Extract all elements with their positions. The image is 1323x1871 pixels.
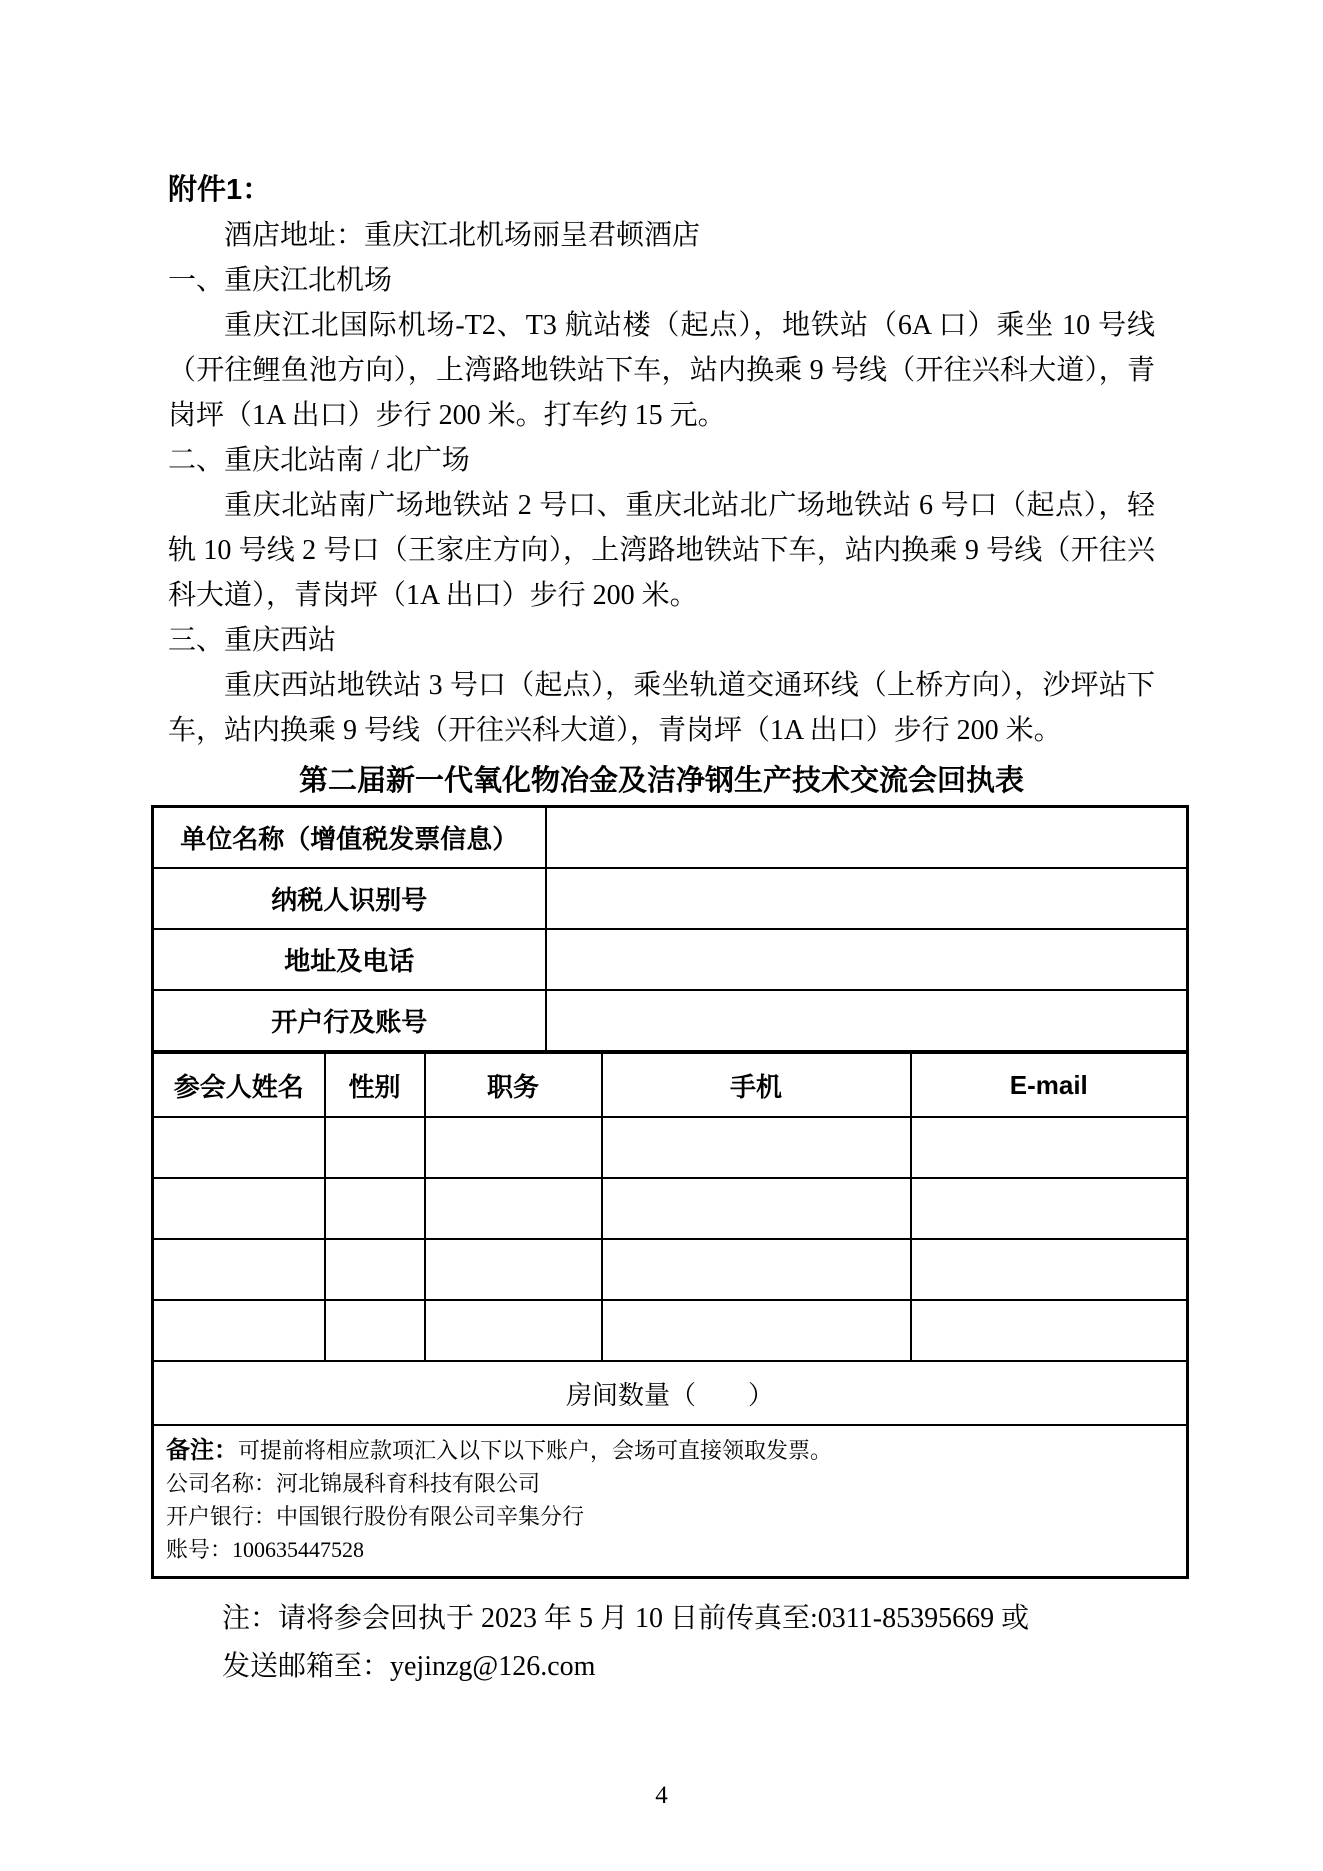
remarks-company-line: 公司名称：河北锦晟科育科技有限公司	[166, 1471, 541, 1496]
info-row-company-name	[153, 807, 1188, 869]
remarks-bank-line: 开户银行：中国银行股份有限公司辛集分行	[166, 1504, 585, 1529]
attendee-cell	[911, 1117, 1188, 1178]
attendee-row-1	[153, 1117, 1188, 1178]
attendee-cell	[425, 1178, 602, 1239]
attendee-row-4	[153, 1300, 1188, 1361]
header-cell-gender: 性别	[325, 1053, 425, 1118]
footer-note-line-1: 注：请将参会回执于 2023 年 5 月 10 日前传真至:0311-85395669 或	[222, 1603, 1030, 1634]
attendee-cell	[602, 1117, 911, 1178]
attendee-cell	[153, 1178, 325, 1239]
section-1-heading: 一、重庆江北机场	[168, 265, 393, 296]
section-2-heading: 二、重庆北站南 / 北广场	[168, 445, 470, 476]
info-row-bank-account	[153, 990, 1188, 1052]
attendee-cell	[911, 1300, 1188, 1361]
attendee-cell	[325, 1178, 425, 1239]
info-label-taxpayer-id: 纳税人识别号	[153, 868, 546, 929]
attendee-cell	[602, 1300, 911, 1361]
attendee-header-row	[153, 1053, 1188, 1118]
remarks-cell	[153, 1425, 1188, 1578]
info-label-bank-account: 开户行及账号	[153, 990, 546, 1052]
attendee-cell	[153, 1117, 325, 1178]
header-cell-position: 职务	[425, 1053, 602, 1118]
info-value-taxpayer-id	[546, 868, 1188, 929]
info-label-address-phone: 地址及电话	[153, 929, 546, 990]
attachment-label: 附件1：	[168, 174, 272, 206]
remarks-label: 备注：	[166, 1437, 238, 1464]
header-cell-mobile: 手机	[602, 1053, 911, 1118]
hotel-address-line: 酒店地址：重庆江北机场丽呈君顿酒店	[224, 220, 701, 251]
attendee-cell	[153, 1239, 325, 1300]
info-value-bank-account	[546, 990, 1188, 1052]
section-3-body: 重庆西站地铁站 3 号口（起点），乘坐轨道交通环线（上桥方向），沙坪站下车，站内换乘 9 号线（开往兴科大道），青岗坪（1A 出口）步行 200 米。	[168, 670, 1155, 746]
info-row-taxpayer-id	[153, 868, 1188, 929]
info-value-company-name	[546, 807, 1188, 869]
section-1-body: 重庆江北国际机场-T2、T3 航站楼（起点），地铁站（6A 口）乘坐 10 号线（开往鲤鱼池方向），上湾路地铁站下车，站内换乘 9 号线（开往兴科大道），青岗坪（1A 出口）步行 200 米。打车约 15 元。	[168, 310, 1155, 431]
info-value-address-phone	[546, 929, 1188, 990]
attendee-cell	[425, 1239, 602, 1300]
attendee-cell	[425, 1300, 602, 1361]
attendee-cell	[911, 1239, 1188, 1300]
info-table	[151, 805, 1189, 1053]
remarks-row	[153, 1425, 1188, 1578]
section-2-body: 重庆北站南广场地铁站 2 号口、重庆北站北广场地铁站 6 号口（起点），轻轨 10 号线 2 号口（王家庄方向），上湾路地铁站下车，站内换乘 9 号线（开往兴科大道），青岗坪（1A 出口）步行 200 米。	[168, 490, 1155, 611]
attendee-table	[151, 1051, 1189, 1579]
document-body	[0, 0, 1323, 805]
footer-note	[222, 1595, 1155, 1691]
attendee-cell	[325, 1239, 425, 1300]
section-3-heading: 三、重庆西站	[168, 625, 337, 656]
attendee-cell	[602, 1239, 911, 1300]
footer-note-line-2: 发送邮箱至：yejinzg@126.com	[222, 1651, 596, 1682]
remarks-note-line	[166, 1434, 1174, 1467]
room-count-row	[153, 1361, 1188, 1425]
header-cell-name: 参会人姓名	[153, 1053, 325, 1118]
room-count-label: 房间数量（ ）	[153, 1361, 1188, 1425]
attendee-row-3	[153, 1239, 1188, 1300]
info-row-address-phone	[153, 929, 1188, 990]
attendee-cell	[425, 1117, 602, 1178]
page-number: 4	[655, 1782, 668, 1809]
attendee-cell	[325, 1300, 425, 1361]
attendee-cell	[325, 1117, 425, 1178]
form-title: 第二届新一代氧化物冶金及洁净钢生产技术交流会回执表	[298, 765, 1024, 797]
attendee-row-2	[153, 1178, 1188, 1239]
header-cell-email: E-mail	[911, 1053, 1188, 1118]
attendee-cell	[153, 1300, 325, 1361]
info-label-company-name: 单位名称（增值税发票信息）	[153, 807, 546, 869]
remarks-account-line: 账号：100635447528	[166, 1537, 365, 1562]
remarks-note: 可提前将相应款项汇入以下以下账户，会场可直接领取发票。	[238, 1438, 833, 1463]
attendee-cell	[602, 1178, 911, 1239]
attendee-cell	[911, 1178, 1188, 1239]
